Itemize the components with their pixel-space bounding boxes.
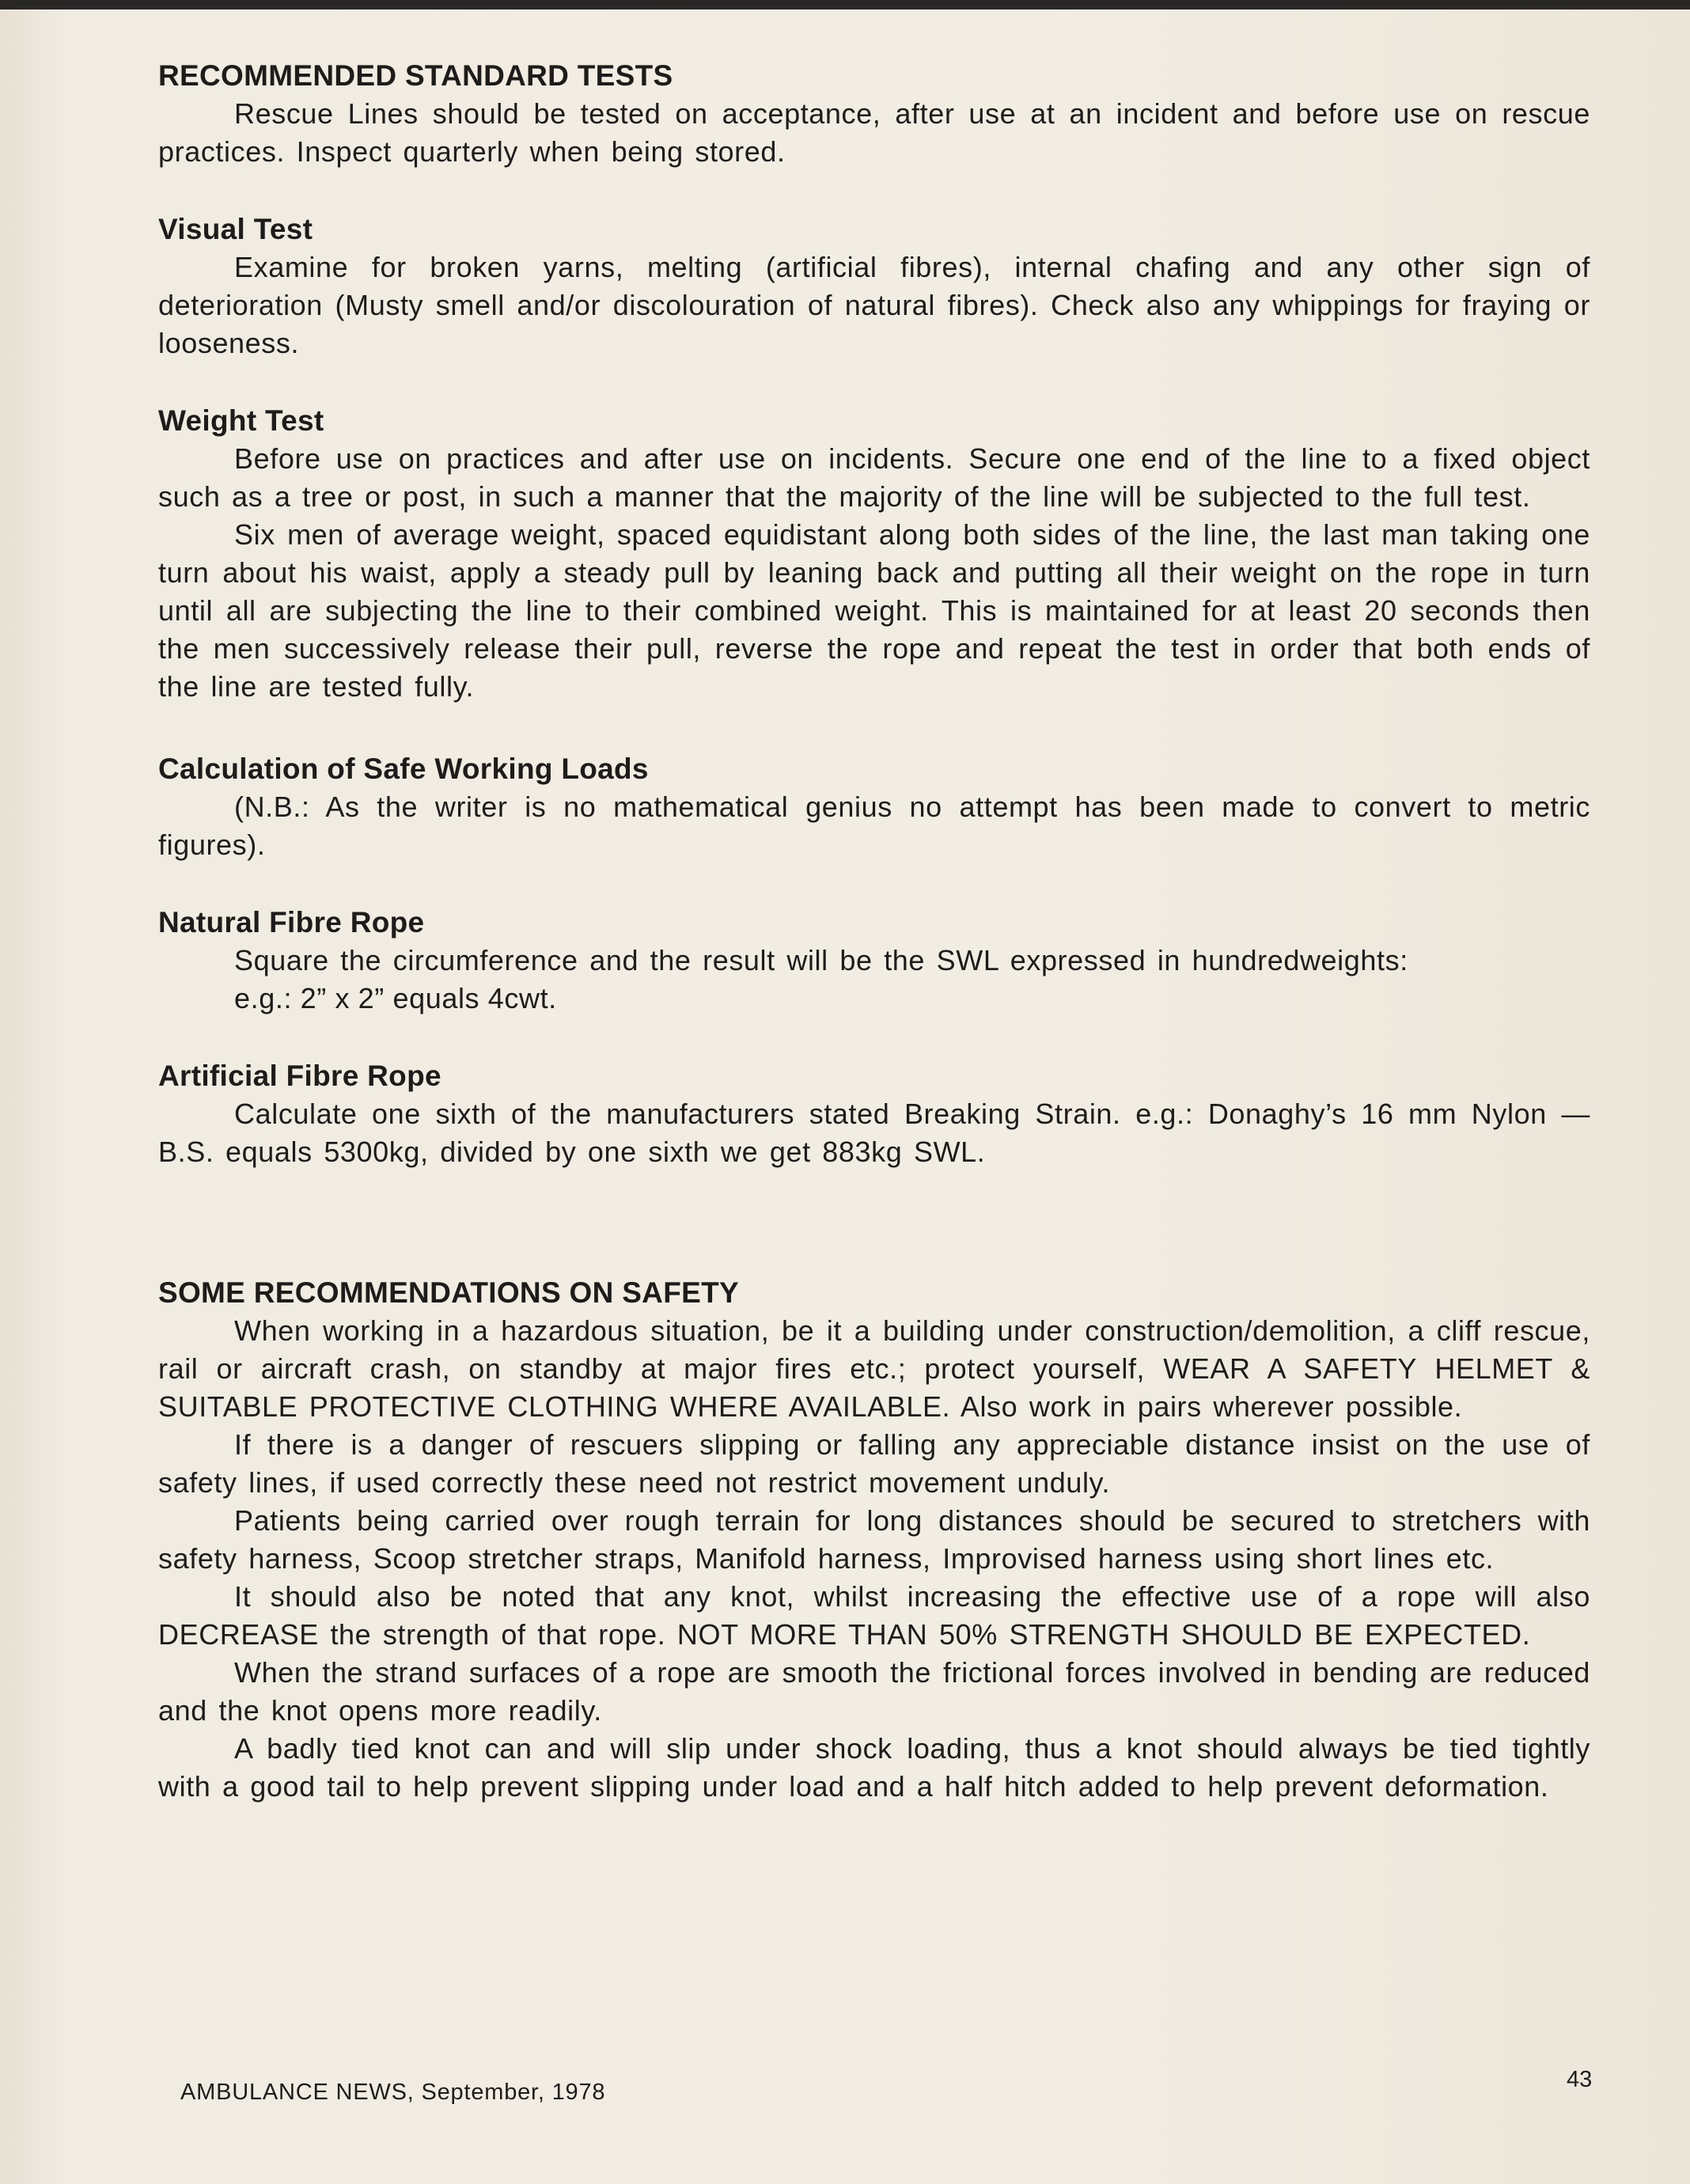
paragraph: Six men of average weight, spaced equidistant along both sides of the line, the last man taking one turn about his waist, apply a steady pull by leaning back and putting all their weight on the rope in turn until all are subjecting the line to their combined weight. This is maintained for at least 20 seconds then the men successively release their pull, reverse the rope and repeat the test in order that both ends of the line are tested fully. (158, 518, 1590, 703)
example-line: e.g.: 2” x 2” equals 4cwt. (234, 982, 557, 1014)
section-natural-fibre-rope (158, 904, 1590, 1018)
paragraph: When working in a hazardous situation, be it a building under construction/demolition, a cliff rescue, rail or aircraft crash, on standby at major fires etc.; protect yourself, WEAR A SAFETY HELMET & SUITABLE PROTECTIVE CLOTHING WHERE AVAILABLE. Also work in pairs wherever possible. (158, 1314, 1590, 1423)
section-safe-working-loads (158, 750, 1590, 864)
paragraph: Rescue Lines should be tested on acceptance, after use at an incident and before use on rescue practices. Inspect quarterly when being stored. (158, 97, 1590, 168)
section-standard-tests (158, 57, 1590, 171)
footer-publication: AMBULANCE NEWS, September, 1978 (180, 2080, 606, 2105)
paragraph: A badly tied knot can and will slip under shock loading, thus a knot should always be tied tightly with a good tail to help prevent slipping under load and a half hitch added to help prevent deformation. (158, 1732, 1590, 1803)
paragraph: Before use on practices and after use on incidents. Secure one end of the line to a fixed object such as a tree or post, in such a manner that the majority of the line will be subjected to the full test. (158, 442, 1590, 513)
heading-safe-working-loads: Calculation of Safe Working Loads (158, 753, 649, 785)
paragraph: If there is a danger of rescuers slipping or falling any appreciable distance insist on the use of safety lines, if used correctly these need not restrict movement unduly. (158, 1428, 1590, 1499)
page-top-edge (0, 0, 1690, 9)
paragraph: Calculate one sixth of the manufacturers stated Breaking Strain. e.g.: Donaghy’s 16 mm Nylon — B.S. equals 5300kg, divided by one sixth we get 883kg SWL. (158, 1098, 1590, 1168)
heading-artificial-fibre-rope: Artificial Fibre Rope (158, 1060, 441, 1092)
heading-visual-test: Visual Test (158, 213, 313, 245)
paragraph: When the strand surfaces of a rope are smooth the frictional forces involved in bending are reduced and the knot opens more readily. (158, 1656, 1590, 1727)
paragraph: It should also be noted that any knot, whilst increasing the effective use of a rope will also DECREASE the strength of that rope. NOT MORE THAN 50% STRENGTH SHOULD BE EXPECTED. (158, 1580, 1590, 1651)
article-body (158, 57, 1590, 1806)
heading-safety-recommendations: SOME RECOMMENDATIONS ON SAFETY (158, 1276, 739, 1309)
section-safety-recommendations (158, 1274, 1590, 1806)
section-visual-test (158, 210, 1590, 362)
paragraph: Patients being carried over rough terrain for long distances should be secured to stretchers with safety harness, Scoop stretcher straps, Manifold harness, Improvised harness using short lines etc. (158, 1504, 1590, 1575)
paragraph: Examine for broken yarns, melting (artificial fibres), internal chafing and any other sign of deterioration (Musty smell and/or discolouration of natural fibres). Check also any whippings for fraying or looseness. (158, 251, 1590, 359)
page-number: 43 (1567, 2067, 1593, 2092)
section-artificial-fibre-rope (158, 1057, 1590, 1171)
heading-standard-tests: RECOMMENDED STANDARD TESTS (158, 59, 673, 92)
heading-weight-test: Weight Test (158, 404, 324, 437)
section-weight-test (158, 402, 1590, 706)
heading-natural-fibre-rope: Natural Fibre Rope (158, 906, 425, 938)
paragraph: (N.B.: As the writer is no mathematical genius no attempt has been made to convert to metric figures). (158, 791, 1590, 861)
paragraph: Square the circumference and the result will be the SWL expressed in hundredweights: (234, 944, 1408, 976)
